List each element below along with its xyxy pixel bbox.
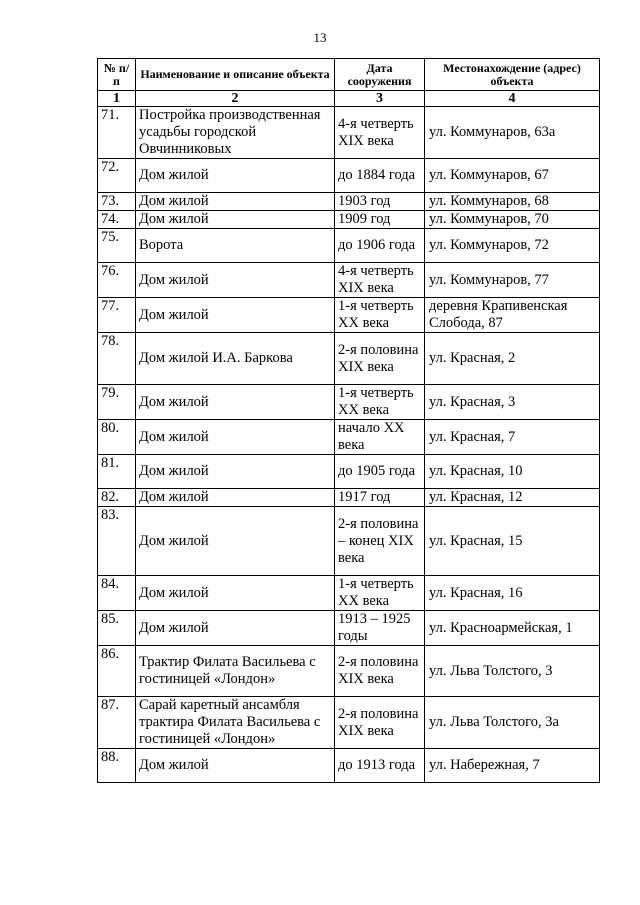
object-name: Дом жилой: [136, 749, 335, 783]
row-number: 80.: [98, 420, 136, 455]
table-row: [98, 298, 600, 333]
object-address: ул. Красная, 7: [425, 420, 600, 455]
construction-date: 2-я половина XIX века: [335, 697, 425, 749]
page-number: 13: [313, 30, 327, 45]
object-address: ул. Красноармейская, 1: [425, 611, 600, 646]
row-number: 86.: [98, 646, 136, 697]
row-number: 83.: [98, 507, 136, 576]
object-address: ул. Красная, 2: [425, 333, 600, 385]
object-name: Трактир Филата Васильева с гостиницей «Лондон»: [136, 646, 335, 697]
construction-date: 2-я половина XIX века: [335, 646, 425, 697]
construction-date: 2-я половина XIX века: [335, 333, 425, 385]
construction-date: 1913 – 1925 годы: [335, 611, 425, 646]
column-number: 2: [136, 91, 335, 107]
column-number-row: [98, 91, 600, 107]
row-number: 88.: [98, 749, 136, 783]
table-row: [98, 611, 600, 646]
row-number: 76.: [98, 263, 136, 298]
object-name: Дом жилой: [136, 576, 335, 611]
table-row: [98, 749, 600, 783]
row-number: 84.: [98, 576, 136, 611]
row-number: 78.: [98, 333, 136, 385]
object-name: Дом жилой: [136, 420, 335, 455]
table-row: [98, 576, 600, 611]
object-name: Дом жилой: [136, 193, 335, 211]
object-name: Дом жилой: [136, 385, 335, 420]
row-number: 82.: [98, 489, 136, 507]
header-num: № п/п: [98, 59, 136, 91]
construction-date: 1909 год: [335, 211, 425, 229]
table-row: [98, 211, 600, 229]
row-number: 74.: [98, 211, 136, 229]
object-address: ул. Коммунаров, 72: [425, 229, 600, 263]
table-row: [98, 455, 600, 489]
row-number: 75.: [98, 229, 136, 263]
object-address: ул. Набережная, 7: [425, 749, 600, 783]
construction-date: до 1913 года: [335, 749, 425, 783]
object-address: ул. Коммунаров, 68: [425, 193, 600, 211]
header-name: Наименование и описание объекта: [136, 59, 335, 91]
construction-date: 4-я четверть XIX века: [335, 107, 425, 159]
object-name: Дом жилой: [136, 159, 335, 193]
monuments-table: [97, 58, 600, 783]
object-address: ул. Красная, 12: [425, 489, 600, 507]
table-body: [98, 107, 600, 783]
construction-date: 4-я четверть XIX века: [335, 263, 425, 298]
construction-date: начало XX века: [335, 420, 425, 455]
object-address: ул. Коммунаров, 67: [425, 159, 600, 193]
object-address: ул. Коммунаров, 63а: [425, 107, 600, 159]
row-number: 81.: [98, 455, 136, 489]
object-name: Ворота: [136, 229, 335, 263]
construction-date: 1-я четверть XX века: [335, 576, 425, 611]
object-name: Дом жилой И.А. Баркова: [136, 333, 335, 385]
object-address: ул. Льва Толстого, 3а: [425, 697, 600, 749]
row-number: 71.: [98, 107, 136, 159]
object-name: Дом жилой: [136, 611, 335, 646]
object-address: ул. Коммунаров, 70: [425, 211, 600, 229]
table-row: [98, 507, 600, 576]
header-date: Дата сооружения: [335, 59, 425, 91]
construction-date: до 1905 года: [335, 455, 425, 489]
row-number: 79.: [98, 385, 136, 420]
row-number: 85.: [98, 611, 136, 646]
construction-date: 2-я половина – конец XIX века: [335, 507, 425, 576]
construction-date: 1903 год: [335, 193, 425, 211]
table-row: [98, 697, 600, 749]
table-header-row: [98, 59, 600, 91]
column-number: 4: [425, 91, 600, 107]
table-row: [98, 646, 600, 697]
object-address: ул. Коммунаров, 77: [425, 263, 600, 298]
table-row: [98, 420, 600, 455]
object-address: ул. Льва Толстого, 3: [425, 646, 600, 697]
table-row: [98, 333, 600, 385]
construction-date: 1-я четверть XX века: [335, 385, 425, 420]
object-address: ул. Красная, 10: [425, 455, 600, 489]
column-number: 3: [335, 91, 425, 107]
column-number: 1: [98, 91, 136, 107]
table-row: [98, 229, 600, 263]
object-name: Дом жилой: [136, 455, 335, 489]
object-name: Дом жилой: [136, 489, 335, 507]
construction-date: до 1906 года: [335, 229, 425, 263]
row-number: 73.: [98, 193, 136, 211]
table-row: [98, 193, 600, 211]
object-address: ул. Красная, 3: [425, 385, 600, 420]
object-name: Дом жилой: [136, 263, 335, 298]
object-name: Дом жилой: [136, 507, 335, 576]
table-row: [98, 263, 600, 298]
object-name: Дом жилой: [136, 298, 335, 333]
row-number: 77.: [98, 298, 136, 333]
table-row: [98, 489, 600, 507]
object-name: Дом жилой: [136, 211, 335, 229]
header-address: Местонахождение (адрес) объекта: [425, 59, 600, 91]
table-row: [98, 107, 600, 159]
construction-date: 1-я четверть XX века: [335, 298, 425, 333]
table-row: [98, 385, 600, 420]
object-address: ул. Красная, 16: [425, 576, 600, 611]
construction-date: 1917 год: [335, 489, 425, 507]
object-address: ул. Красная, 15: [425, 507, 600, 576]
object-name: Сарай каретный ансамбля трактира Филата Васильева с гостиницей «Лондон»: [136, 697, 335, 749]
object-name: Постройка производственная усадьбы городской Овчинниковых: [136, 107, 335, 159]
object-address: деревня Крапивенская Слобода, 87: [425, 298, 600, 333]
row-number: 87.: [98, 697, 136, 749]
construction-date: до 1884 года: [335, 159, 425, 193]
table-row: [98, 159, 600, 193]
row-number: 72.: [98, 159, 136, 193]
